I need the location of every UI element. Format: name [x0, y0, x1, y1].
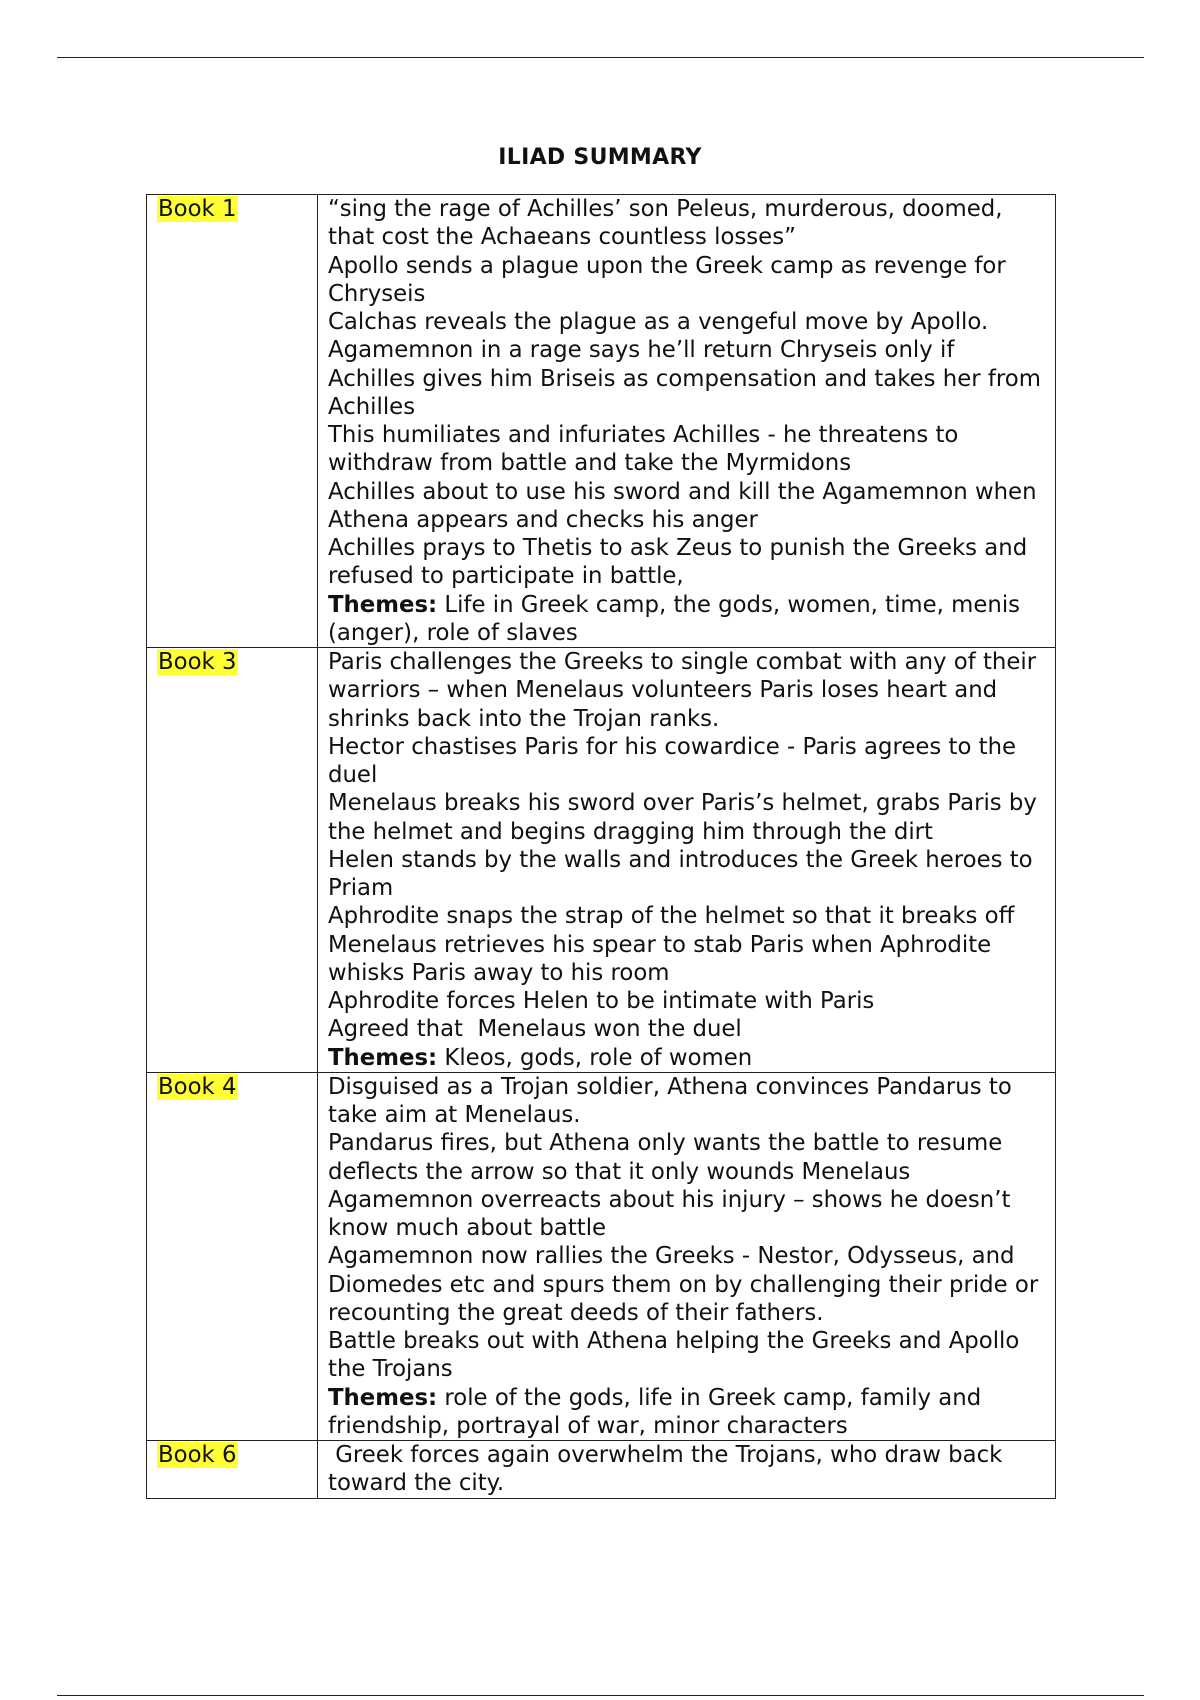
book-label: Book 6 — [158, 1442, 237, 1468]
book-row — [147, 648, 1056, 1073]
summary-line: Menelaus breaks his sword over Paris’s helmet, grabs Paris by the helmet and begins dragging him through the dirt — [328, 790, 1045, 845]
summary-line: Pandarus fires, but Athena only wants the battle to resume deflects the arrow so that it only wounds Menelaus — [328, 1130, 1010, 1185]
book-label: Book 4 — [158, 1073, 237, 1100]
book-cell — [147, 648, 318, 1073]
summary-line: “sing the rage of Achilles’ son Peleus, murderous, doomed, that cost the Achaeans countless losses” — [328, 196, 1010, 251]
summary-line: Achilles prays to Thetis to ask Zeus to punish the Greeks and refused to participate in battle, — [328, 535, 1035, 590]
book-cell — [147, 195, 318, 648]
summary-cell — [318, 195, 1056, 648]
book-cell — [147, 1072, 318, 1440]
summary-line: Agamemnon now rallies the Greeks - Nestor, Odysseus, and Diomedes etc and spurs them on by challenging their pride or recounting the great deeds of their fathers. — [328, 1243, 1046, 1326]
summary-cell — [318, 1441, 1056, 1499]
themes-label: Themes: — [328, 1384, 438, 1411]
themes-line — [328, 1384, 1047, 1441]
themes-text: Kleos, gods, role of women — [437, 1044, 753, 1071]
book-row — [147, 1441, 1056, 1499]
document-title: ILIAD SUMMARY — [498, 145, 702, 170]
summary-cell — [318, 1072, 1056, 1440]
summary-line: Calchas reveals the plague as a vengeful move by Apollo. — [328, 309, 989, 335]
summary-line: Agreed that Menelaus won the duel — [328, 1016, 742, 1043]
summary-line: Menelaus retrieves his spear to stab Paris when Aphrodite whisks Paris away to his room — [328, 931, 999, 986]
summary-line: Apollo sends a plague upon the Greek camp as revenge for Chryseis — [328, 252, 1013, 307]
header-rule — [57, 57, 1144, 58]
themes-label: Themes: — [328, 1044, 438, 1071]
summary-table-body — [147, 195, 1056, 1499]
summary-line: Disguised as a Trojan soldier, Athena convinces Pandarus to take aim at Menelaus. — [328, 1073, 1020, 1128]
summary-cell — [318, 648, 1056, 1073]
summary-line: Aphrodite snaps the strap of the helmet so that it breaks off — [328, 903, 1015, 930]
themes-line — [328, 591, 1047, 648]
book-row — [147, 195, 1056, 648]
summary-line: Achilles about to use his sword and kill the Agamemnon when Athena appears and checks his anger — [328, 478, 1044, 533]
summary-line: Aphrodite forces Helen to be intimate with Paris — [328, 988, 875, 1014]
book-label: Book 1 — [158, 196, 237, 222]
book-label: Book 3 — [158, 649, 237, 675]
summary-line: Agamemnon in a rage says he’ll return Chryseis only if Achilles gives him Briseis as compensation and takes her from Achilles — [328, 337, 1049, 420]
summary-line: Agamemnon overreacts about his injury – shows he doesn’t know much about battle — [328, 1186, 1018, 1241]
summary-line: Battle breaks out with Athena helping the Greeks and Apollo the Trojans — [328, 1328, 1027, 1383]
themes-text: role of the gods, life in Greek camp, family and friendship, portrayal of war, minor characters — [328, 1384, 989, 1439]
summary-line: Greek forces again overwhelm the Trojans, who draw back toward the city. — [328, 1442, 1010, 1497]
footer-rule — [57, 1695, 1144, 1696]
summary-table — [146, 194, 1056, 1499]
summary-line: This humiliates and infuriates Achilles - he threatens to withdraw from battle and take the Myrmidons — [328, 422, 966, 477]
summary-line: Hector chastises Paris for his cowardice - Paris agrees to the duel — [328, 733, 1024, 788]
summary-line: Paris challenges the Greeks to single combat with any of their warriors – when Menelaus volunteers Paris loses heart and shrinks back into the Trojan ranks. — [328, 649, 1044, 732]
book-cell — [147, 1441, 318, 1499]
themes-label: Themes: — [328, 591, 438, 618]
themes-text: Life in Greek camp, the gods, women, time, menis (anger), role of slaves — [328, 591, 1028, 646]
book-row — [147, 1072, 1056, 1440]
summary-line: Helen stands by the walls and introduces the Greek heroes to Priam — [328, 846, 1040, 901]
themes-line — [328, 1044, 1047, 1072]
